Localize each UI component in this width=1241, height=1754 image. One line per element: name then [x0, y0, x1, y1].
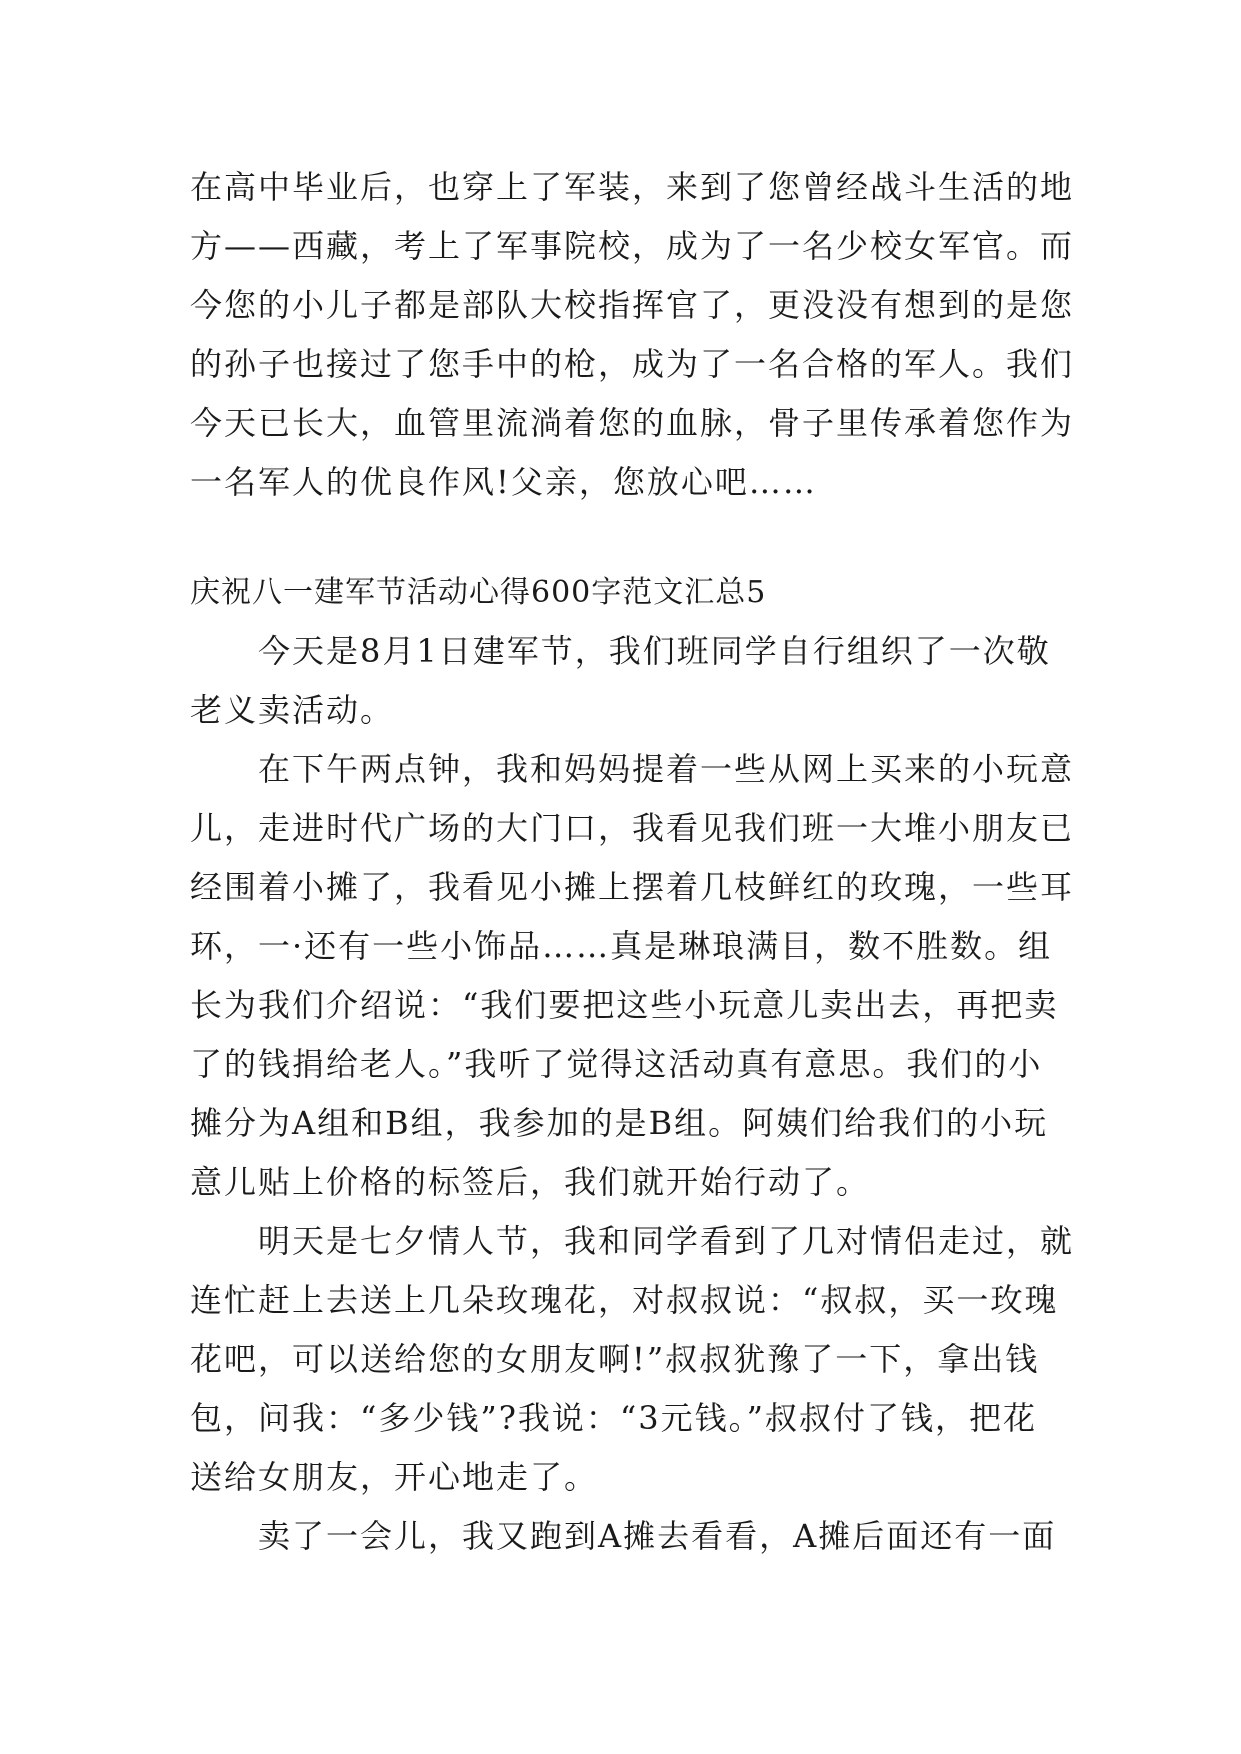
- text-line: 摊分为A组和B组，我参加的是B组。阿姨们给我们的小玩: [190, 1104, 1049, 1142]
- text-line: 儿，走进时代广场的大门口，我看见我们班一大堆小朋友已: [190, 809, 1075, 847]
- text-line: 了的钱捐给老人。”我听了觉得这活动真有意思。我们的小: [190, 1045, 1043, 1083]
- text-line: 今您的小儿子都是部队大校指挥官了，更没没有想到的是您: [190, 286, 1075, 324]
- paragraph: [190, 1212, 1075, 1507]
- text-line: 在高中毕业后，也穿上了军装，来到了您曾经战斗生活的地: [190, 168, 1075, 206]
- text-line: 的孙子也接过了您手中的枪，成为了一名合格的军人。我们: [190, 345, 1075, 383]
- text-line: 方——西藏，考上了军事院校，成为了一名少校女军官。而: [190, 227, 1075, 265]
- paragraph: [190, 740, 1075, 1212]
- text-line: 环，一·还有一些小饰品……真是琳琅满目，数不胜数。组: [190, 927, 1053, 965]
- paragraph: [190, 622, 1050, 740]
- text-line: 经围着小摊了，我看见小摊上摆着几枝鲜红的玫瑰，一些耳: [190, 868, 1075, 906]
- text-line: 今天已长大，血管里流淌着您的血脉，骨子里传承着您作为: [190, 404, 1075, 442]
- text-line: 花吧，可以送给您的女朋友啊!”叔叔犹豫了一下，拿出钱: [190, 1340, 1040, 1378]
- text-line: 意儿贴上价格的标签后，我们就开始行动了。: [190, 1163, 871, 1201]
- article-body: [190, 622, 1075, 1566]
- text-line: 连忙赶上去送上几朵玫瑰花，对叔叔说：“叔叔，买一玫瑰: [190, 1281, 1059, 1319]
- text-line: 明天是七夕情人节，我和同学看到了几对情侣走过，就: [190, 1222, 1075, 1260]
- text-line: 在下午两点钟，我和妈妈提着一些从网上买来的小玩意: [190, 750, 1075, 788]
- text-line: 一名军人的优良作风!父亲，您放心吧……: [190, 463, 817, 501]
- text-line: 卖了一会儿，我又跑到A摊去看看，A摊后面还有一面: [190, 1517, 1057, 1555]
- paragraph: [190, 1507, 1057, 1566]
- text-line: 包，问我：“多少钱”?我说：“3元钱。”叔叔付了钱，把花: [190, 1399, 1037, 1437]
- continuation-paragraph: [190, 158, 1075, 512]
- section-title: 庆祝八一建军节活动心得600字范文汇总5: [190, 575, 767, 610]
- text-line: 今天是8月1日建军节，我们班同学自行组织了一次敬: [190, 632, 1051, 670]
- text-line: 送给女朋友，开心地走了。: [190, 1458, 599, 1496]
- text-line: 长为我们介绍说：“我们要把这些小玩意儿卖出去，再把卖: [190, 986, 1059, 1024]
- text-line: 老义卖活动。: [190, 691, 395, 729]
